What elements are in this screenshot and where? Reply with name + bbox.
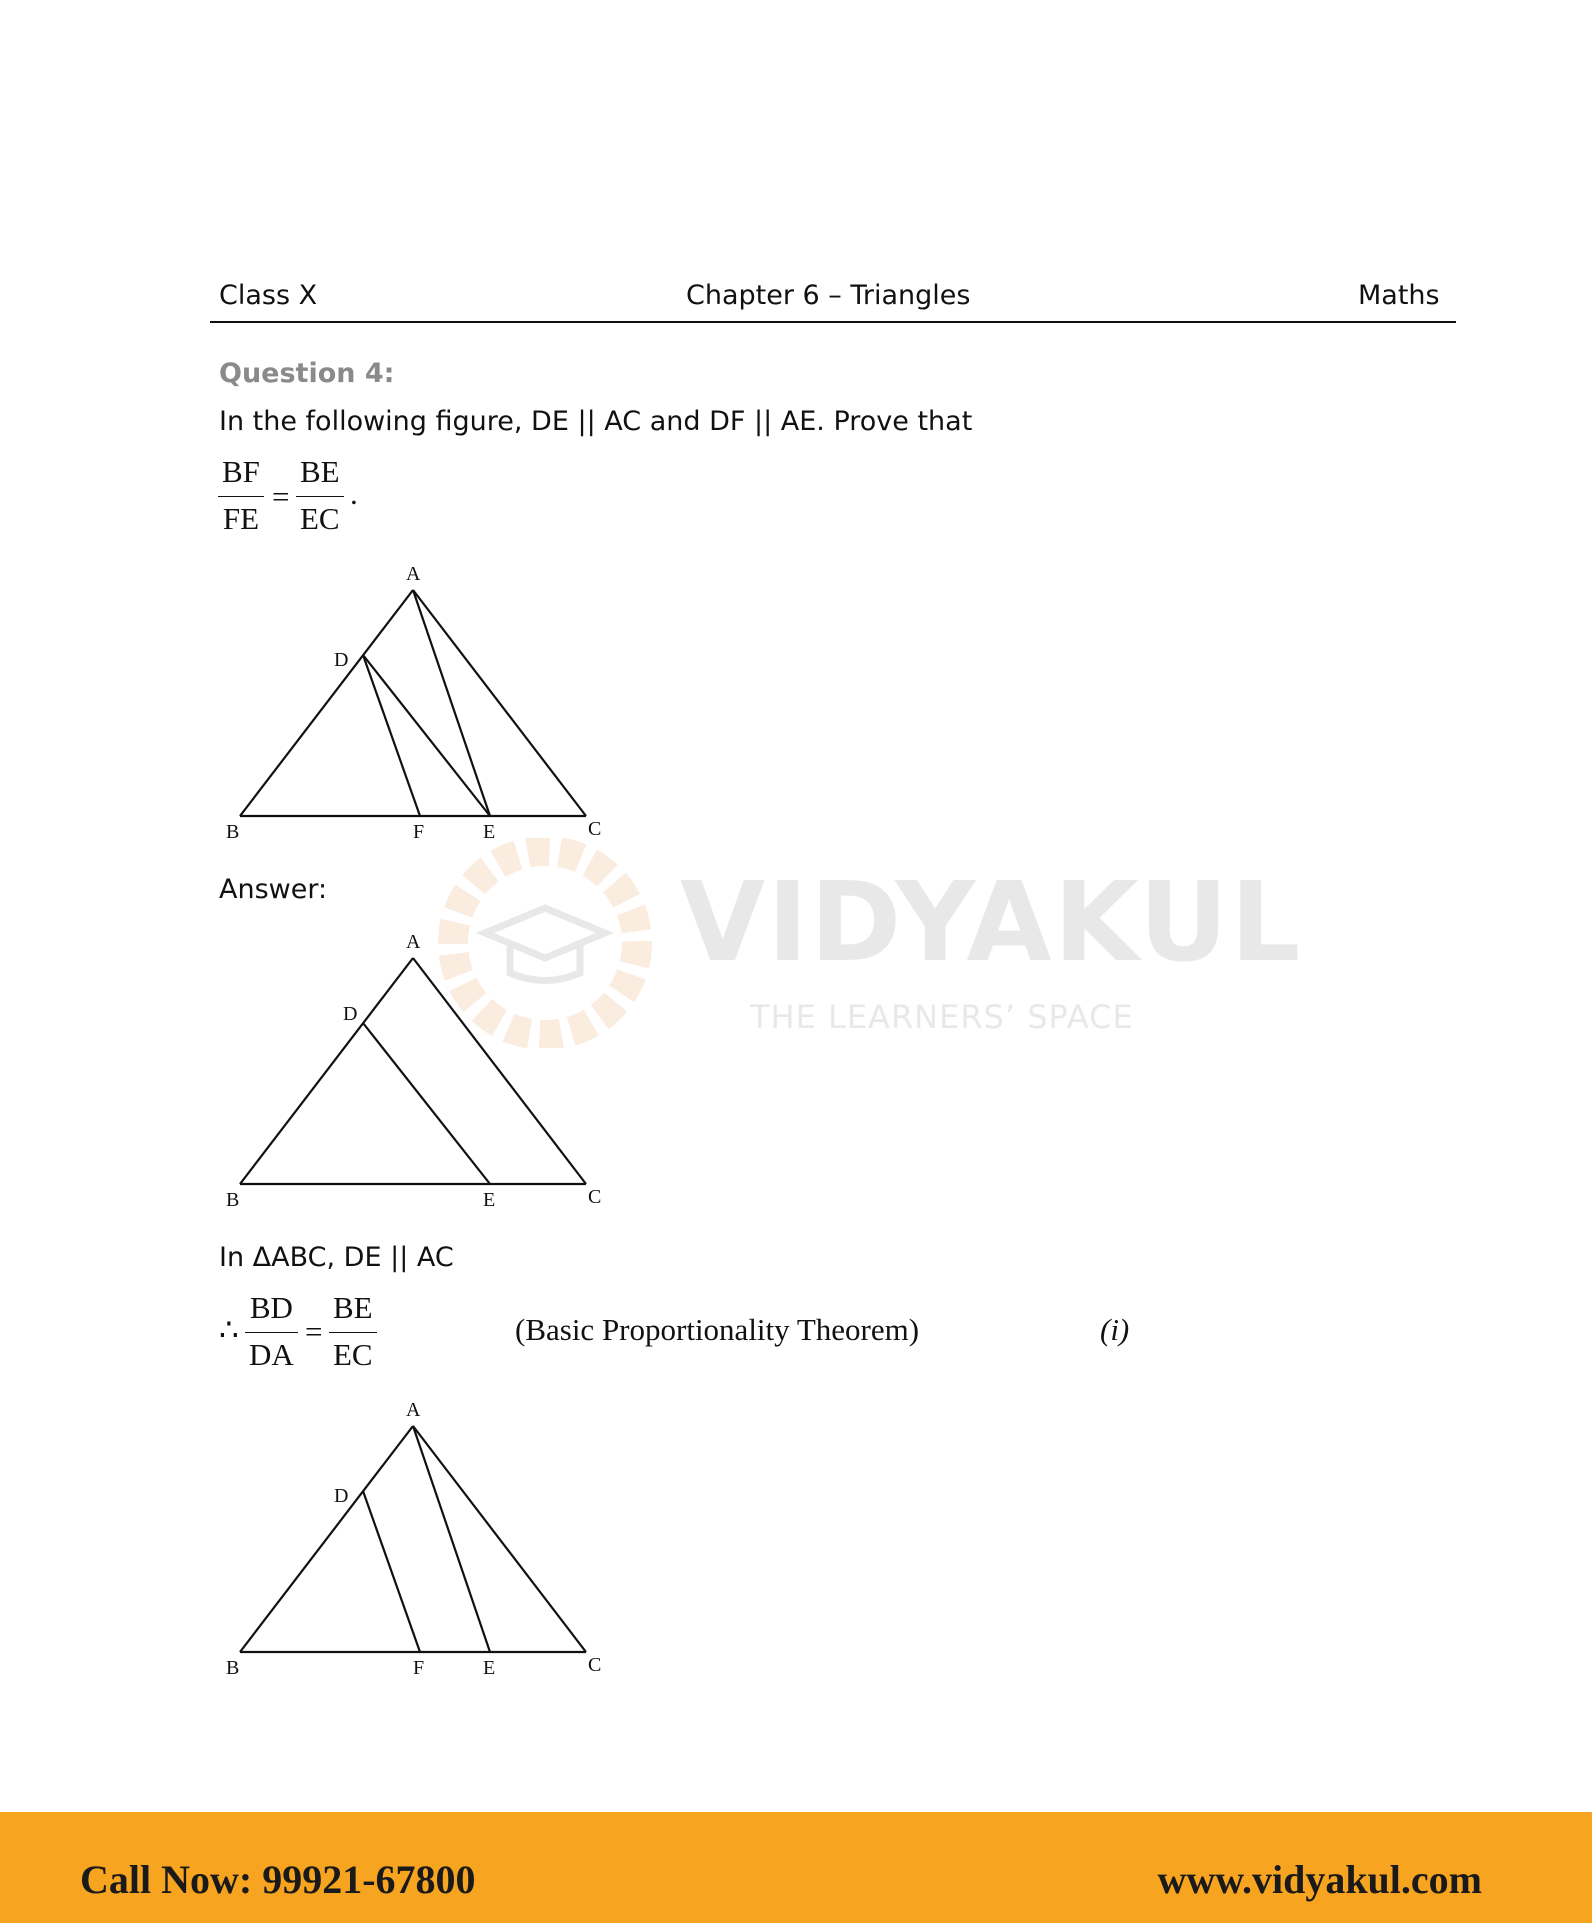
fraction-denominator: EC — [296, 496, 344, 537]
label-c: C — [588, 1654, 602, 1676]
header-subject: Maths — [1358, 280, 1440, 311]
header-chapter: Chapter 6 – Triangles — [686, 280, 971, 311]
figure-answer-1 — [210, 928, 630, 1218]
line-ba — [240, 590, 413, 816]
label-f: F — [413, 1657, 425, 1679]
fraction-bf-fe — [218, 454, 264, 537]
footer-website-link[interactable]: www.vidyakul.com — [1157, 1857, 1482, 1902]
label-c: C — [588, 1186, 602, 1208]
label-b: B — [226, 821, 240, 843]
reason-text: (Basic Proportionality Theorem) — [515, 1312, 920, 1347]
figure-question — [210, 560, 630, 850]
period: . — [350, 476, 358, 511]
label-b: B — [226, 1657, 240, 1679]
fraction-denominator: DA — [245, 1332, 298, 1373]
answer-label: Answer: — [219, 874, 328, 905]
label-d: D — [334, 1485, 349, 1507]
label-b: B — [226, 1189, 240, 1211]
fraction-denominator: FE — [218, 496, 264, 537]
line-de — [363, 655, 490, 816]
header-class: Class X — [219, 280, 318, 311]
line-ba — [240, 958, 413, 1184]
line-df — [363, 1491, 420, 1652]
statement-de-parallel-ac: In ΔABC, DE || AC — [219, 1242, 454, 1273]
therefore-symbol: ∴ — [219, 1312, 239, 1347]
line-ac — [413, 1426, 586, 1652]
label-e: E — [483, 1189, 496, 1211]
fraction-numerator: BE — [333, 1290, 373, 1325]
question-text: In the following figure, DE || AC and DF || AE. Prove that — [219, 406, 973, 437]
question-title: Question 4: — [219, 358, 395, 389]
equation-tag: (i) — [1100, 1312, 1130, 1347]
fraction-numerator: BE — [300, 454, 340, 489]
label-e: E — [483, 821, 496, 843]
label-d: D — [334, 649, 349, 671]
label-a: A — [406, 563, 421, 585]
fraction-numerator: BF — [222, 454, 260, 489]
fraction-numerator: BD — [249, 1290, 293, 1325]
line-ba — [240, 1426, 413, 1652]
label-a: A — [406, 1399, 421, 1421]
line-ac — [413, 590, 586, 816]
equals-sign: = — [305, 1314, 323, 1349]
line-df — [363, 655, 420, 816]
fraction-denominator: EC — [329, 1332, 377, 1373]
figure-answer-2 — [210, 1396, 630, 1686]
line-de — [363, 1023, 490, 1184]
label-e: E — [483, 1657, 496, 1679]
label-a: A — [406, 931, 421, 953]
line-ac — [413, 958, 586, 1184]
line-ae — [413, 1426, 490, 1652]
footer-bar — [0, 1812, 1592, 1923]
fraction-be-ec — [296, 454, 344, 537]
line-ae — [413, 590, 490, 816]
equals-sign: = — [272, 479, 290, 514]
label-d: D — [343, 1003, 358, 1025]
footer-call-now[interactable]: Call Now: 99921-67800 — [80, 1857, 476, 1902]
watermark-title: VIDYAKUL — [680, 858, 1303, 986]
label-c: C — [588, 818, 602, 840]
fraction-bd-da — [245, 1290, 298, 1373]
header-rule — [210, 321, 1456, 323]
label-f: F — [413, 821, 425, 843]
fraction-be-ec — [329, 1290, 377, 1373]
watermark-subtitle: THE LEARNERS’ SPACE — [750, 998, 1134, 1036]
